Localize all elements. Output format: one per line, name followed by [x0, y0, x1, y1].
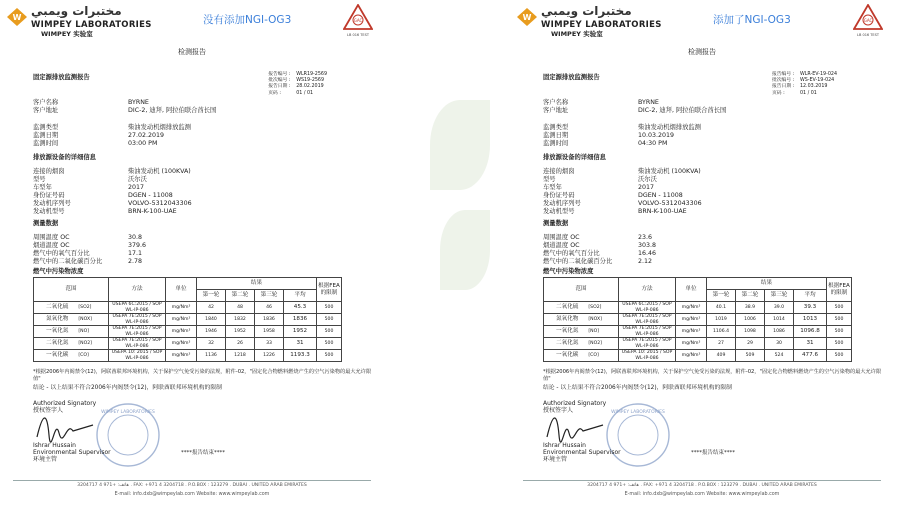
round-3-cell: 524: [765, 350, 794, 362]
table-row: [544, 326, 852, 338]
fea-limit-cell: 500: [317, 314, 342, 326]
method-cell: USEPA 10: 2015 / SOP WL-IP-086: [109, 350, 166, 362]
pollutant-name-cell: 二氧化氮 [NO2]: [34, 338, 109, 350]
average-cell: 1013: [794, 314, 827, 326]
fea-limit-cell: 500: [827, 350, 852, 362]
svg-text:GAC: GAC: [863, 18, 873, 23]
table-row: [34, 326, 342, 338]
round-1-cell: 1019: [707, 314, 736, 326]
round-3-cell: 39.0: [765, 302, 794, 314]
gac-triangle-icon: [853, 4, 883, 30]
client-name: BYRNE: [638, 99, 659, 106]
signer-title: Environmental Supervisor: [33, 448, 111, 456]
average-cell: 45.3: [284, 302, 317, 314]
svg-text:W: W: [12, 13, 22, 22]
svg-text:W: W: [522, 13, 532, 22]
round-2-cell: 1832: [226, 314, 255, 326]
pollutant-name-cell: 二氧化硫 [SO2]: [34, 302, 109, 314]
monitoring-info: 监测类型 柴油发动机烟排放监测 监测日期 10.03.2019 监测时间 04:30 PM: [543, 124, 701, 147]
round-2-cell: 509: [736, 350, 765, 362]
authorized-signatory: Authorized Signatory 授权签字人: [33, 400, 97, 415]
pollutant-name-cell: 二氧化氮 [NO2]: [544, 338, 619, 350]
section-title: 固定源排放监测报告: [33, 74, 90, 81]
unit-cell: mg/Nm³: [166, 314, 197, 326]
signer-block: [543, 443, 621, 464]
round-1-cell: 409: [707, 350, 736, 362]
page-number: 01 / 01: [296, 90, 314, 96]
table-row: [34, 350, 342, 362]
average-cell: 31: [794, 338, 827, 350]
table-row: [544, 338, 852, 350]
report-title: 检测报告: [178, 48, 206, 56]
signer-block: [33, 443, 111, 464]
report-meta: 报告编号 : WLR19-2569 批次编号 : WS19-2569 报告日期 : 28.02.2019 页码 : 01 / 01: [268, 72, 327, 96]
client-address: DIC-2, 迪拜, 阿拉伯联合酋长国: [128, 107, 217, 114]
report-after: [513, 2, 891, 502]
monitoring-date: 10.03.2019: [638, 132, 675, 139]
pollutant-table: 范围 方法 单位 结果 根据FEA的限制 第一轮 第二轮 第三轮 平均 二氧化硫 [SO2] USEPA 6C:2015 / SOP WL-IP-086 mg/Nm³ 42 48 46 45.3 500 氮氧化物 [NOX] USEPA 7E:2015 / SOP WL-IP-086 mg/Nm³ 1840 1832 1836 1836 500 一氧化氮 [NO] USEPA 7E:2015 / SOP WL-IP-086 mg/Nm³ 1946 1952 1958 1952 500 二氧化氮 [NO2] USEPA 7E:2015 / SOP WL-IP-086 mg/Nm³ 32 26 33 31 500 一氧化碳 [CO] USEPA 10: 2015 / SOP WL-IP-086 mg/Nm³ 1136 1218 1226 1193.3 500: [33, 277, 342, 362]
monitoring-time: 03:00 PM: [128, 140, 158, 147]
average-cell: 1193.3: [284, 350, 317, 362]
round-3-cell: 1226: [255, 350, 284, 362]
method-cell: USEPA 7E:2015 / SOP WL-IP-086: [109, 326, 166, 338]
round-2-cell: 1218: [226, 350, 255, 362]
report-number: WLR-EV-19-024: [799, 72, 837, 77]
fea-limit-cell: 500: [317, 350, 342, 362]
logo-english: WIMPEY LABORATORIES: [31, 20, 152, 30]
annotation-label: 没有添加NGI-OG3: [203, 14, 292, 26]
table-row: [544, 302, 852, 314]
method-cell: USEPA 6C:2015 / SOP WL-IP-086: [109, 302, 166, 314]
footer-web: E-mail: info.dxb@wimpeylab.com Website: www.wimpeylab.com: [114, 492, 270, 497]
fea-limit-cell: 500: [317, 326, 342, 338]
pollutant-rows: [34, 302, 342, 362]
round-1-cell: 42: [197, 302, 226, 314]
round-1-cell: 1106.4: [707, 326, 736, 338]
unit-cell: mg/Nm³: [166, 338, 197, 350]
report-title: 检测报告: [688, 48, 716, 56]
footer-divider: [13, 480, 371, 481]
report-meta: 报告编号 : WLR-EV-19-024 批次编号 : WS-EV-19-024 报告日期 : 12.03.2019 页码 : 01 / 01: [771, 72, 837, 96]
pollutant-name-cell: 一氧化氮 [NO]: [34, 326, 109, 338]
signer-name: Ishrar Hussain: [543, 442, 586, 449]
regulation-footnote: *根据2006年内阁禁令(12)，阿联酋联邦环境机构，关于保护空气免受污染的法规，附件-02，"固定化合物燃料燃烧产生的空气污染物的最大允许限值": [543, 369, 882, 382]
logo-chinese: WIMPEY 实验室: [41, 30, 93, 38]
round-2-cell: 48: [226, 302, 255, 314]
round-1-cell: 40.1: [707, 302, 736, 314]
round-2-cell: 1098: [736, 326, 765, 338]
pollutant-name-cell: 氮氧化物 [NOX]: [34, 314, 109, 326]
unit-cell: mg/Nm³: [676, 350, 707, 362]
fea-limit-cell: 500: [827, 338, 852, 350]
unit-cell: mg/Nm³: [166, 302, 197, 314]
average-cell: 31: [284, 338, 317, 350]
round-3-cell: 1014: [765, 314, 794, 326]
method-cell: USEPA 7E:2015 / SOP WL-IP-086: [619, 326, 676, 338]
round-3-cell: 30: [765, 338, 794, 350]
round-3-cell: 46: [255, 302, 284, 314]
average-cell: 1836: [284, 314, 317, 326]
round-2-cell: 1952: [226, 326, 255, 338]
handwritten-signature: [543, 407, 613, 447]
measured-header: 测量数据: [33, 220, 59, 227]
gac-accreditation-badge: [341, 4, 375, 37]
table-row: [544, 350, 852, 362]
monitoring-type: 柴油发动机烟排放监测: [638, 124, 701, 131]
signer-title: Environmental Supervisor: [543, 448, 621, 456]
end-of-report: ****报告结束****: [691, 450, 736, 456]
fea-limit-cell: 500: [827, 326, 852, 338]
signer-name: Ishrar Hussain: [33, 442, 76, 449]
batch-number: WS-EV-19-024: [799, 78, 835, 84]
pollutant-rows: [544, 302, 852, 362]
client-name: BYRNE: [128, 99, 149, 106]
end-of-report: ****报告结束****: [181, 450, 226, 456]
round-3-cell: 33: [255, 338, 284, 350]
measured-data: 周围温度 OC 23.6 烟道温度 OC 303.8 燃气中的氧气百分比 16.46 燃气中的二氧化碳百分比 2.12: [543, 234, 657, 265]
pollutant-name-cell: 二氧化硫 [SO2]: [544, 302, 619, 314]
handwritten-signature: [33, 407, 103, 447]
logo-chinese: WIMPEY 实验室: [551, 30, 603, 38]
round-2-cell: 29: [736, 338, 765, 350]
svg-text:GAC: GAC: [353, 18, 363, 23]
source-info-header: 排放源设备的详细信息: [33, 154, 96, 161]
round-3-cell: 1836: [255, 314, 284, 326]
monitoring-info: 监测类型 柴油发动机烟排放监测 监测日期 27.02.2019 监测时间 03:00 PM: [33, 124, 191, 147]
client-address: DIC-2, 迪拜, 阿拉伯联合酋长国: [638, 107, 727, 114]
pollutant-header: 燃气中污染物浓度: [543, 268, 594, 275]
batch-number: WS19-2569: [296, 78, 325, 84]
pollutant-name-cell: 一氧化碳 [CO]: [34, 350, 109, 362]
table-row: [34, 338, 342, 350]
gac-triangle-icon: [343, 4, 373, 30]
method-cell: USEPA 7E:2015 / SOP WL-IP-086: [109, 314, 166, 326]
gac-caption: LB 016 TEST: [347, 32, 369, 37]
conclusion: 结论 - 以上结果不符合2006年内阁禁令(12)，阿联酋联邦环境机构的限制: [543, 385, 732, 391]
unit-cell: mg/Nm³: [166, 326, 197, 338]
method-cell: USEPA 7E:2015 / SOP WL-IP-086: [619, 338, 676, 350]
annotation-label: 添加了NGI-OG3: [713, 14, 791, 26]
fea-limit-cell: 500: [317, 338, 342, 350]
table-row: [544, 314, 852, 326]
conclusion: 结论 - 以上结果不符合2006年内阁禁令(12)，阿联酋联邦环境机构的限制: [33, 385, 222, 391]
table-row: [34, 302, 342, 314]
method-cell: USEPA 10: 2015 / SOP WL-IP-086: [619, 350, 676, 362]
wimpey-logo-icon: [517, 8, 537, 26]
footer-web: E-mail: info.dxb@wimpeylab.com Website: www.wimpeylab.com: [624, 492, 780, 497]
measured-data: 周围温度 OC 30.8 烟道温度 OC 379.6 燃气中的氧气百分比 17.1 燃气中的二氧化碳百分比 2.78: [33, 234, 147, 265]
unit-cell: mg/Nm³: [676, 326, 707, 338]
fea-limit-cell: 500: [317, 302, 342, 314]
method-cell: USEPA 7E:2015 / SOP WL-IP-086: [109, 338, 166, 350]
method-cell: USEPA 7E:2015 / SOP WL-IP-086: [619, 314, 676, 326]
regulation-footnote: *根据2006年内阁禁令(12)，阿联酋联邦环境机构，关于保护空气免受污染的法规，附件-02，"固定化合物燃料燃烧产生的空气污染物的最大允许限值": [33, 369, 372, 382]
round-2-cell: 1006: [736, 314, 765, 326]
report-header: [3, 2, 381, 38]
svg-text:WIMPEY LABORATORIES: WIMPEY LABORATORIES: [611, 410, 665, 415]
unit-cell: mg/Nm³: [676, 338, 707, 350]
pollutant-header: 燃气中污染物浓度: [33, 268, 84, 275]
monitoring-type: 柴油发动机烟排放监测: [128, 124, 191, 131]
report-header: [513, 2, 891, 38]
fea-limit-cell: 500: [827, 314, 852, 326]
gac-caption: LB 016 TEST: [857, 32, 879, 37]
round-3-cell: 1086: [765, 326, 794, 338]
average-cell: 39.3: [794, 302, 827, 314]
footer-divider: [523, 480, 881, 481]
client-info: 客户名称 BYRNE 客户地址 DIC-2, 迪拜, 阿拉伯联合酋长国: [33, 99, 217, 114]
signer-title-cn: 环境主管: [33, 455, 58, 463]
unit-cell: mg/Nm³: [166, 350, 197, 362]
authorized-signatory: Authorized Signatory 授权签字人: [543, 400, 607, 415]
unit-cell: mg/Nm³: [676, 302, 707, 314]
background-watermark: [420, 60, 510, 360]
section-title: 固定源排放监测报告: [543, 74, 600, 81]
method-cell: USEPA 6C:2015 / SOP WL-IP-086: [619, 302, 676, 314]
report-before: [3, 2, 381, 502]
round-1-cell: 1136: [197, 350, 226, 362]
unit-cell: mg/Nm³: [676, 314, 707, 326]
table-row: [34, 314, 342, 326]
pollutant-table: 范围 方法 单位 结果 根据FEA的限制 第一轮 第二轮 第三轮 平均 二氧化硫 [SO2] USEPA 6C:2015 / SOP WL-IP-086 mg/Nm³ 40.1 38.9 39.0 39.3 500 氮氧化物 [NOX] USEPA 7E:2015 / SOP WL-IP-086 mg/Nm³ 1019 1006 1014 1013 500 一氧化氮 [NO] USEPA 7E:2015 / SOP WL-IP-086 mg/Nm³ 1106.4 1098 1086 1096.8 500 二氧化氮 [NO2] USEPA 7E:2015 / SOP WL-IP-086 mg/Nm³ 27 29 30 31 500 一氧化碳 [CO] USEPA 10: 2015 / SOP WL-IP-086 mg/Nm³ 409 509 524 477.6 500: [543, 277, 852, 362]
monitoring-date: 27.02.2019: [128, 132, 165, 139]
measured-header: 测量数据: [543, 220, 569, 227]
average-cell: 1096.8: [794, 326, 827, 338]
round-1-cell: 32: [197, 338, 226, 350]
report-date: 12.03.2019: [799, 84, 828, 90]
logo-english: WIMPEY LABORATORIES: [541, 20, 662, 30]
source-info-header: 排放源设备的详细信息: [543, 154, 606, 161]
round-1-cell: 27: [707, 338, 736, 350]
round-3-cell: 1958: [255, 326, 284, 338]
footer-address: هاتف: +971 4 3204717 . FAX: +971 4 3204718 . P.O.BOX : 123279 . DUBAI . UNITED ARAB EMIRATES: [77, 483, 307, 488]
logo-arabic: مختبرات ويمبي: [541, 4, 632, 18]
round-2-cell: 26: [226, 338, 255, 350]
pollutant-name-cell: 一氧化氮 [NO]: [544, 326, 619, 338]
source-info: 连接的烟囱 柴油发动机 (100KVA) 型号 沃尔沃 车型年 2017 身份证号码 DGEN - 11008 发动机序列号 VOLVO-5312043306 发动机型号 BRN-K-100-UAE: [543, 168, 702, 215]
wimpey-logo-icon: [7, 8, 27, 26]
source-info: 连接的烟囱 柴油发动机 (100KVA) 型号 沃尔沃 车型年 2017 身份证号码 DGEN - 11008 发动机序列号 VOLVO-5312043306 发动机型号 BRN-K-100-UAE: [33, 168, 192, 215]
round-2-cell: 38.9: [736, 302, 765, 314]
footer-address: هاتف: +971 4 3204717 . FAX: +971 4 3204718 . P.O.BOX : 123279 . DUBAI . UNITED ARAB EMIRATES: [587, 483, 817, 488]
logo-arabic: مختبرات ويمبي: [31, 4, 122, 18]
average-cell: 477.6: [794, 350, 827, 362]
fea-limit-cell: 500: [827, 302, 852, 314]
signer-title-cn: 环境主管: [543, 455, 568, 463]
pollutant-name-cell: 一氧化碳 [CO]: [544, 350, 619, 362]
report-date: 28.02.2019: [296, 84, 324, 90]
pollutant-name-cell: 氮氧化物 [NOX]: [544, 314, 619, 326]
round-1-cell: 1946: [197, 326, 226, 338]
svg-text:WIMPEY LABORATORIES: WIMPEY LABORATORIES: [101, 410, 155, 415]
gac-accreditation-badge: [851, 4, 885, 37]
round-1-cell: 1840: [197, 314, 226, 326]
page-number: 01 / 01: [799, 90, 817, 96]
monitoring-time: 04:30 PM: [638, 140, 668, 147]
average-cell: 1952: [284, 326, 317, 338]
report-number: WLR19-2569: [296, 72, 327, 77]
client-info: 客户名称 BYRNE 客户地址 DIC-2, 迪拜, 阿拉伯联合酋长国: [543, 99, 727, 114]
